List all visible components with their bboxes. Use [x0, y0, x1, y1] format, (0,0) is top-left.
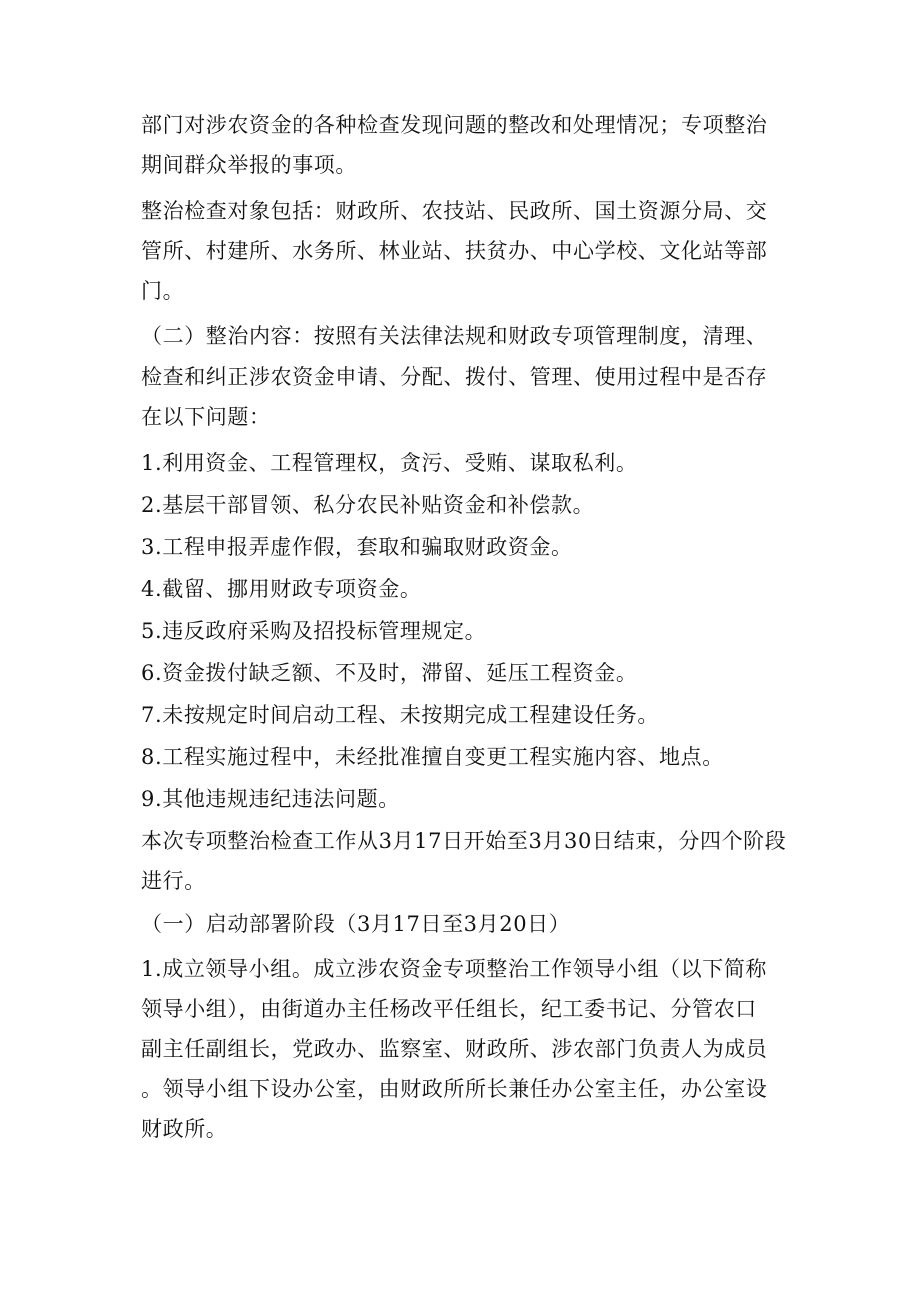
- list-item: 3.工程申报弄虚作假，套取和骗取财政资金。: [141, 535, 573, 559]
- text-line: 在以下问题：: [141, 405, 271, 429]
- list-item: 2.基层干部冒领、私分农民补贴资金和补偿款。: [141, 493, 595, 517]
- text-line: 整治检查对象包括：财政所、农技站、民政所、国土资源分局、交: [141, 199, 768, 223]
- text-line: 财政所。: [141, 1117, 228, 1141]
- text-line: 检查和纠正涉农资金申请、分配、拨付、管理、使用过程中是否存: [141, 365, 768, 389]
- text-line: 副主任副组长，党政办、监察室、财政所、涉农部门负责人为成员: [141, 1037, 768, 1061]
- text-line: （二）整治内容：按照有关法律法规和财政专项管理制度，清理、: [141, 324, 768, 348]
- section-heading: （一）启动部署阶段（3月17日至3月20日）: [141, 912, 571, 936]
- text-line: 。领导小组下设办公室，由财政所所长兼任办公室主任，办公室设: [141, 1077, 768, 1101]
- text-line: 领导小组），由街道办主任杨改平任组长，纪工委书记、分管农口: [141, 997, 757, 1021]
- list-item: 6.资金拨付缺乏额、不及时，滞留、延压工程资金。: [141, 661, 638, 685]
- text-line: 期间群众举报的事项。: [141, 153, 357, 177]
- list-item: 7.未按规定时间启动工程、未按期完成工程建设任务。: [141, 703, 660, 727]
- text-line: 本次专项整治检查工作从3月17日开始至3月30日结束，分四个阶段: [141, 829, 787, 853]
- list-item: 8.工程实施过程中，未经批准擅自变更工程实施内容、地点。: [141, 745, 724, 769]
- text-line: 1.成立领导小组。成立涉农资金专项整治工作领导小组（以下简称: [141, 957, 768, 981]
- text-line: 部门对涉农资金的各种检查发现问题的整改和处理情况；专项整治: [141, 113, 768, 137]
- list-item: 9.其他违规违纪违法问题。: [141, 787, 400, 811]
- list-item: 1.利用资金、工程管理权，贪污、受贿、谋取私利。: [141, 451, 638, 475]
- list-item: 5.违反政府采购及招投标管理规定。: [141, 619, 487, 643]
- text-line: 门。: [141, 279, 185, 303]
- text-line: 管所、村建所、水务所、林业站、扶贫办、中心学校、文化站等部: [141, 239, 768, 263]
- text-line: 进行。: [141, 869, 206, 893]
- list-item: 4.截留、挪用财政专项资金。: [141, 577, 422, 601]
